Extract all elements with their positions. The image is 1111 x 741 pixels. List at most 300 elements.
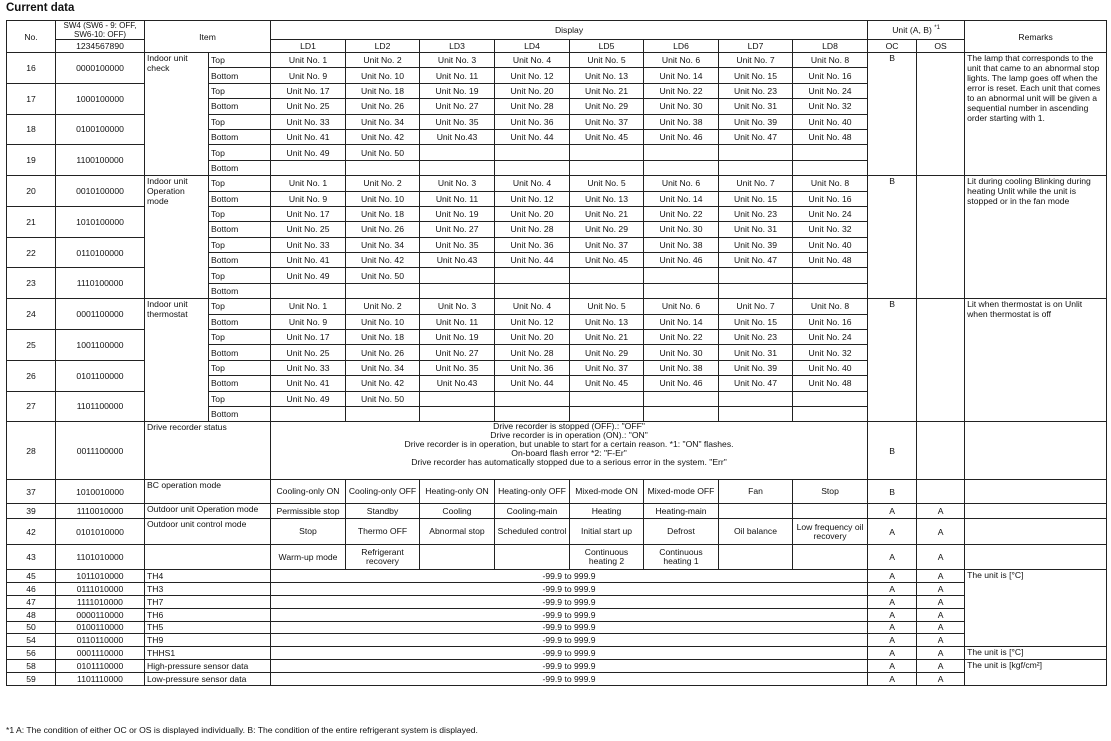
- footnote: *1 A: The condition of either OC or OS is displayed individually. B: The condition of the entire refrigerant system is displayed.: [6, 725, 478, 735]
- unit-cell: Unit No. 48: [793, 253, 868, 268]
- unit-cell: Unit No. 32: [793, 222, 868, 237]
- unit-cell: Unit No. 21: [570, 206, 644, 221]
- unit-cell: Unit No. 29: [570, 222, 644, 237]
- remarks: [965, 480, 1107, 504]
- table-row: [7, 504, 1107, 519]
- unit-cell: Unit No. 2: [346, 53, 420, 68]
- remarks: The unit is [kgf/cm²]: [965, 659, 1107, 685]
- row-code: 1010100000: [56, 206, 145, 237]
- unit-cell: [793, 391, 868, 406]
- unit-cell: Unit No. 17: [271, 83, 346, 98]
- unit-cell: [793, 268, 868, 283]
- unit-cell: [719, 391, 793, 406]
- unit-cell: Unit No. 15: [719, 191, 793, 206]
- header-ld8: LD8: [793, 40, 868, 53]
- unit-cell: [570, 145, 644, 160]
- unit-cell: Unit No. 44: [495, 129, 570, 144]
- unit-cell: [570, 160, 644, 175]
- unit-os: A: [917, 504, 965, 519]
- unit-cell: Unit No. 1: [271, 176, 346, 191]
- unit-cell: Unit No. 38: [644, 237, 719, 252]
- unit-cell: [271, 283, 346, 298]
- unit-oc: A: [868, 672, 917, 685]
- row-code: 0100100000: [56, 114, 145, 145]
- unit-cell: Unit No. 34: [346, 114, 420, 129]
- item-label: Indoor unit Operation mode: [145, 176, 209, 299]
- unit-cell: [644, 406, 719, 421]
- row-no: 27: [7, 391, 56, 422]
- unit-cell: Unit No. 10: [346, 191, 420, 206]
- table-row: [7, 176, 1107, 191]
- mode-cell: Cooling-only OFF: [346, 480, 420, 504]
- unit-cell: Unit No. 27: [420, 99, 495, 114]
- remarks: [965, 545, 1107, 570]
- unit-cell: [495, 268, 570, 283]
- range-value: -99.9 to 999.9: [271, 634, 868, 647]
- table-row: [7, 480, 1107, 504]
- row-code: 1000100000: [56, 83, 145, 114]
- item-label: THHS1: [145, 647, 271, 660]
- table-row: [7, 608, 1107, 621]
- unit-cell: Unit No. 13: [570, 191, 644, 206]
- unit-cell: Unit No. 17: [271, 330, 346, 345]
- unit-cell: Unit No. 49: [271, 391, 346, 406]
- unit-cell: Unit No. 18: [346, 83, 420, 98]
- unit-oc: A: [868, 595, 917, 608]
- unit-cell: Unit No. 7: [719, 176, 793, 191]
- drive-recorder-line: Drive recorder is stopped (OFF).: "OFF": [493, 421, 645, 432]
- unit-cell: Unit No. 38: [644, 114, 719, 129]
- row-no: 18: [7, 114, 56, 145]
- unit-cell: [570, 283, 644, 298]
- mode-cell: [495, 545, 570, 570]
- unit-cell: Unit No. 41: [271, 376, 346, 391]
- mode-cell: Stop: [793, 480, 868, 504]
- unit-cell: Unit No. 24: [793, 206, 868, 221]
- position-label: Bottom: [209, 314, 271, 329]
- unit-os: [917, 176, 965, 299]
- item-label: TH5: [145, 621, 271, 634]
- unit-oc: A: [868, 519, 917, 545]
- row-no: 16: [7, 53, 56, 84]
- mode-cell: Standby: [346, 504, 420, 519]
- unit-cell: [719, 406, 793, 421]
- mode-cell: Oil balance: [719, 519, 793, 545]
- unit-cell: Unit No. 44: [495, 253, 570, 268]
- row-code: 1110010000: [56, 504, 145, 519]
- unit-cell: Unit No. 24: [793, 83, 868, 98]
- header-ld6: LD6: [644, 40, 719, 53]
- table-row: [7, 595, 1107, 608]
- unit-cell: Unit No. 30: [644, 222, 719, 237]
- unit-cell: Unit No. 23: [719, 330, 793, 345]
- drive-recorder-line: Drive recorder has automatically stopped due to a serious error in the system. "Err": [411, 457, 727, 468]
- header-unit-label: Unit (A, B): [892, 24, 932, 35]
- unit-cell: Unit No. 27: [420, 222, 495, 237]
- unit-cell: [495, 160, 570, 175]
- unit-oc: A: [868, 647, 917, 660]
- position-label: Top: [209, 391, 271, 406]
- remarks: Lit during cooling Blinking during heating Unlit while the unit is stopped or in the fan mode: [965, 176, 1107, 299]
- mode-cell: Abnormal stop: [420, 519, 495, 545]
- position-label: Top: [209, 206, 271, 221]
- item-label: TH7: [145, 595, 271, 608]
- unit-cell: Unit No. 18: [346, 330, 420, 345]
- range-value: -99.9 to 999.9: [271, 583, 868, 596]
- unit-os: A: [917, 647, 965, 660]
- unit-cell: Unit No. 46: [644, 376, 719, 391]
- header-ld4: LD4: [495, 40, 570, 53]
- row-no: 24: [7, 299, 56, 330]
- range-value: -99.9 to 999.9: [271, 659, 868, 672]
- unit-os: A: [917, 608, 965, 621]
- mode-cell: Cooling: [420, 504, 495, 519]
- position-label: Top: [209, 53, 271, 68]
- range-value: -99.9 to 999.9: [271, 595, 868, 608]
- unit-os: A: [917, 634, 965, 647]
- page-title: Current data: [6, 2, 75, 14]
- remarks: [965, 519, 1107, 545]
- unit-cell: Unit No. 26: [346, 99, 420, 114]
- unit-os: A: [917, 659, 965, 672]
- mode-cell: Heating-main: [644, 504, 719, 519]
- row-code: 0101100000: [56, 360, 145, 391]
- header-bits: 1234567890: [56, 40, 145, 53]
- unit-cell: Unit No. 21: [570, 83, 644, 98]
- unit-cell: Unit No. 42: [346, 376, 420, 391]
- unit-cell: Unit No. 25: [271, 222, 346, 237]
- unit-cell: Unit No. 50: [346, 268, 420, 283]
- row-no: 21: [7, 206, 56, 237]
- unit-cell: [495, 283, 570, 298]
- mode-cell: [793, 504, 868, 519]
- table-row: [7, 672, 1107, 685]
- row-no: 28: [7, 422, 56, 480]
- unit-cell: Unit No. 23: [719, 83, 793, 98]
- unit-os: A: [917, 621, 965, 634]
- unit-cell: [570, 268, 644, 283]
- unit-os: [917, 53, 965, 176]
- table-row: [7, 634, 1107, 647]
- remarks: Lit when thermostat is on Unlit when thermostat is off: [965, 299, 1107, 422]
- table-row: [7, 570, 1107, 583]
- row-no: 19: [7, 145, 56, 176]
- unit-cell: Unit No. 6: [644, 299, 719, 314]
- unit-cell: Unit No. 33: [271, 237, 346, 252]
- unit-cell: [495, 391, 570, 406]
- unit-cell: [420, 391, 495, 406]
- unit-cell: Unit No. 24: [793, 330, 868, 345]
- unit-cell: [719, 283, 793, 298]
- unit-cell: Unit No. 28: [495, 345, 570, 360]
- unit-cell: Unit No. 8: [793, 176, 868, 191]
- unit-cell: [793, 283, 868, 298]
- item-label: Outdoor unit Operation mode: [145, 504, 271, 519]
- unit-cell: [719, 268, 793, 283]
- unit-cell: Unit No. 41: [271, 253, 346, 268]
- unit-cell: Unit No. 40: [793, 114, 868, 129]
- row-no: 25: [7, 330, 56, 361]
- position-label: Bottom: [209, 253, 271, 268]
- drive-recorder-line: Drive recorder is in operation (ON).: "ON": [490, 430, 648, 441]
- row-code: 0101010000: [56, 519, 145, 545]
- header-os: OS: [917, 40, 965, 53]
- unit-cell: [346, 283, 420, 298]
- row-no: 58: [7, 659, 56, 672]
- row-no: 59: [7, 672, 56, 685]
- unit-cell: [793, 406, 868, 421]
- unit-cell: Unit No. 19: [420, 330, 495, 345]
- unit-cell: Unit No. 33: [271, 360, 346, 375]
- unit-cell: [420, 283, 495, 298]
- unit-cell: Unit No. 36: [495, 360, 570, 375]
- drive-recorder-status: [271, 422, 868, 480]
- table-row: [7, 583, 1107, 596]
- remarks: The lamp that corresponds to the unit that came to an abnormal stop lights. The lamp goes off when the error is reset. Each unit that comes to an abnormal unit will be given a sequential number in ascending order starting with 1.: [965, 53, 1107, 176]
- unit-cell: Unit No. 7: [719, 299, 793, 314]
- unit-cell: Unit No. 2: [346, 299, 420, 314]
- row-code: 1101110000: [56, 672, 145, 685]
- unit-cell: [719, 145, 793, 160]
- row-code: 1110100000: [56, 268, 145, 299]
- unit-cell: Unit No. 4: [495, 299, 570, 314]
- unit-cell: Unit No. 27: [420, 345, 495, 360]
- unit-cell: Unit No. 50: [346, 391, 420, 406]
- unit-oc: A: [868, 621, 917, 634]
- mode-cell: Refrigerant recovery: [346, 545, 420, 570]
- unit-cell: Unit No. 2: [346, 176, 420, 191]
- row-no: 23: [7, 268, 56, 299]
- unit-cell: Unit No. 9: [271, 191, 346, 206]
- row-code: 1011010000: [56, 570, 145, 583]
- header-ld7: LD7: [719, 40, 793, 53]
- unit-cell: Unit No. 47: [719, 253, 793, 268]
- table-row: [7, 53, 1107, 68]
- unit-cell: Unit No. 4: [495, 53, 570, 68]
- row-code: 0010100000: [56, 176, 145, 207]
- unit-cell: Unit No. 1: [271, 299, 346, 314]
- unit-cell: Unit No. 5: [570, 176, 644, 191]
- header-display: Display: [271, 21, 868, 40]
- unit-cell: Unit No. 34: [346, 360, 420, 375]
- position-label: Bottom: [209, 191, 271, 206]
- unit-os: A: [917, 595, 965, 608]
- unit-oc: A: [868, 583, 917, 596]
- remarks: The unit is [°C]: [965, 647, 1107, 660]
- unit-cell: Unit No. 26: [346, 345, 420, 360]
- row-code: 0011100000: [56, 422, 145, 480]
- unit-cell: Unit No. 35: [420, 360, 495, 375]
- unit-cell: Unit No. 3: [420, 176, 495, 191]
- row-code: 0111010000: [56, 583, 145, 596]
- unit-cell: Unit No. 22: [644, 206, 719, 221]
- unit-cell: Unit No. 7: [719, 53, 793, 68]
- unit-cell: Unit No. 46: [644, 129, 719, 144]
- table-row: [7, 647, 1107, 660]
- table-row: [7, 299, 1107, 314]
- unit-cell: [420, 160, 495, 175]
- unit-cell: [644, 145, 719, 160]
- mode-cell: Mixed-mode OFF: [644, 480, 719, 504]
- header-unit-note: *1: [934, 24, 940, 31]
- mode-cell: Stop: [271, 519, 346, 545]
- position-label: Bottom: [209, 283, 271, 298]
- position-label: Bottom: [209, 68, 271, 83]
- unit-cell: Unit No. 16: [793, 68, 868, 83]
- item-label: Outdoor unit control mode: [145, 519, 271, 545]
- header-ld3: LD3: [420, 40, 495, 53]
- mode-cell: [420, 545, 495, 570]
- position-label: Top: [209, 268, 271, 283]
- unit-cell: Unit No. 22: [644, 83, 719, 98]
- item-label: Low-pressure sensor data: [145, 672, 271, 685]
- unit-cell: Unit No. 14: [644, 314, 719, 329]
- row-no: 47: [7, 595, 56, 608]
- unit-os: [917, 480, 965, 504]
- header-sw4: SW4 (SW6 - 9: OFF, SW6-10: OFF): [56, 21, 145, 40]
- row-code: 1101010000: [56, 545, 145, 570]
- mode-cell: [793, 545, 868, 570]
- unit-cell: Unit No. 12: [495, 191, 570, 206]
- unit-cell: Unit No. 28: [495, 99, 570, 114]
- table-row: [7, 659, 1107, 672]
- position-label: Top: [209, 360, 271, 375]
- unit-cell: [719, 160, 793, 175]
- position-label: Bottom: [209, 129, 271, 144]
- mode-cell: Low frequency oil recovery: [793, 519, 868, 545]
- unit-cell: Unit No. 26: [346, 222, 420, 237]
- range-value: -99.9 to 999.9: [271, 608, 868, 621]
- mode-cell: [719, 504, 793, 519]
- unit-cell: Unit No.43: [420, 253, 495, 268]
- mode-cell: Initial start up: [570, 519, 644, 545]
- row-no: 39: [7, 504, 56, 519]
- range-value: -99.9 to 999.9: [271, 621, 868, 634]
- unit-cell: Unit No. 39: [719, 237, 793, 252]
- unit-cell: Unit No. 35: [420, 237, 495, 252]
- unit-cell: Unit No. 9: [271, 314, 346, 329]
- row-no: 20: [7, 176, 56, 207]
- unit-cell: Unit No. 33: [271, 114, 346, 129]
- row-no: 42: [7, 519, 56, 545]
- unit-cell: [346, 160, 420, 175]
- unit-cell: Unit No. 47: [719, 129, 793, 144]
- unit-cell: Unit No. 50: [346, 145, 420, 160]
- unit-cell: Unit No. 39: [719, 360, 793, 375]
- unit-cell: Unit No. 30: [644, 345, 719, 360]
- row-no: 22: [7, 237, 56, 268]
- unit-cell: Unit No. 36: [495, 237, 570, 252]
- unit-cell: Unit No. 21: [570, 330, 644, 345]
- unit-cell: Unit No. 48: [793, 376, 868, 391]
- position-label: Top: [209, 145, 271, 160]
- header-unit: [868, 21, 965, 40]
- position-label: Bottom: [209, 222, 271, 237]
- unit-cell: Unit No. 6: [644, 53, 719, 68]
- position-label: Top: [209, 176, 271, 191]
- item-label: High-pressure sensor data: [145, 659, 271, 672]
- range-value: -99.9 to 999.9: [271, 672, 868, 685]
- remarks: [965, 422, 1107, 480]
- unit-oc: B: [868, 176, 917, 299]
- unit-cell: Unit No. 18: [346, 206, 420, 221]
- unit-oc: A: [868, 608, 917, 621]
- mode-cell: [719, 545, 793, 570]
- item-label: TH6: [145, 608, 271, 621]
- row-no: 50: [7, 621, 56, 634]
- unit-cell: Unit No. 4: [495, 176, 570, 191]
- unit-cell: Unit No. 45: [570, 376, 644, 391]
- unit-cell: Unit No. 8: [793, 53, 868, 68]
- row-no: 46: [7, 583, 56, 596]
- unit-cell: [271, 160, 346, 175]
- header-item: Item: [145, 21, 271, 53]
- position-label: Bottom: [209, 406, 271, 421]
- row-no: 37: [7, 480, 56, 504]
- unit-cell: Unit No. 14: [644, 191, 719, 206]
- unit-cell: Unit No. 20: [495, 330, 570, 345]
- row-code: 0000100000: [56, 53, 145, 84]
- unit-os: A: [917, 519, 965, 545]
- row-code: 1101100000: [56, 391, 145, 422]
- unit-oc: B: [868, 299, 917, 422]
- unit-cell: Unit No. 8: [793, 299, 868, 314]
- mode-cell: Heating-only ON: [420, 480, 495, 504]
- unit-cell: [495, 406, 570, 421]
- unit-oc: A: [868, 634, 917, 647]
- remarks: [965, 504, 1107, 519]
- unit-cell: Unit No. 6: [644, 176, 719, 191]
- unit-cell: Unit No. 16: [793, 314, 868, 329]
- mode-cell: Mixed-mode ON: [570, 480, 644, 504]
- row-code: 1111010000: [56, 595, 145, 608]
- row-no: 43: [7, 545, 56, 570]
- unit-cell: Unit No.43: [420, 129, 495, 144]
- mode-cell: Permissible stop: [271, 504, 346, 519]
- unit-cell: Unit No. 39: [719, 114, 793, 129]
- unit-cell: [495, 145, 570, 160]
- unit-cell: Unit No. 28: [495, 222, 570, 237]
- row-no: 26: [7, 360, 56, 391]
- unit-cell: [420, 145, 495, 160]
- unit-cell: Unit No. 25: [271, 99, 346, 114]
- item-label: Indoor unit check: [145, 53, 209, 176]
- drive-recorder-line: Drive recorder is in operation, but unable to start for a certain reason. *1: "ON" flashes.: [404, 439, 734, 450]
- unit-cell: Unit No. 11: [420, 314, 495, 329]
- unit-os: A: [917, 545, 965, 570]
- item-label: Indoor unit thermostat: [145, 299, 209, 422]
- unit-os: A: [917, 570, 965, 583]
- unit-cell: Unit No. 25: [271, 345, 346, 360]
- mode-cell: Continuous heating 2: [570, 545, 644, 570]
- unit-cell: Unit No. 11: [420, 68, 495, 83]
- unit-cell: Unit No. 29: [570, 345, 644, 360]
- table-row: [7, 519, 1107, 545]
- unit-cell: Unit No. 49: [271, 268, 346, 283]
- unit-os: A: [917, 672, 965, 685]
- row-code: 0110100000: [56, 237, 145, 268]
- position-label: Bottom: [209, 99, 271, 114]
- row-code: 1100100000: [56, 145, 145, 176]
- unit-cell: Unit No. 22: [644, 330, 719, 345]
- row-no: 45: [7, 570, 56, 583]
- unit-cell: Unit No. 14: [644, 68, 719, 83]
- unit-cell: [644, 268, 719, 283]
- unit-cell: Unit No. 49: [271, 145, 346, 160]
- mode-cell: Heating: [570, 504, 644, 519]
- unit-cell: Unit No. 13: [570, 314, 644, 329]
- mode-cell: Heating-only OFF: [495, 480, 570, 504]
